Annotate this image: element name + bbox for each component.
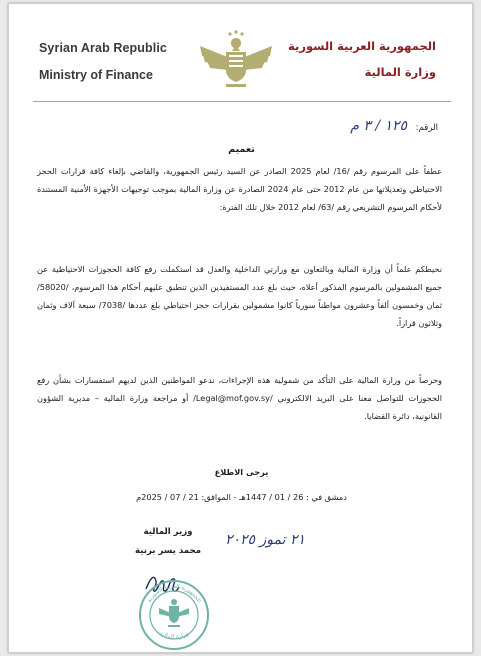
date-line: دمشق في : 26 / 01 / 1447هـ - الموافق: 21 / 07 / 2025م: [136, 492, 347, 502]
paragraph-main: نحيطكم علماً أن وزارة المالية وبالتعاون مع وزارتي الداخلية والعدل قد استكملت رفع كافة الحجوزات الاحتياطية عن جميع المشمولين بالمرسوم المذكور أعلاه، حيث بلغ عدد المستفيدين الذين تنطبق عليهم أحكام هذا المرسوم، /58020/ ثمان وخمسون ألفاً وعشرون مواطناً سورياً كانوا مشمولين بقرارات حجز احتياطي بلغ عددها /7038/ سبعة آلاف وثمان وثلاثون قراراً.: [37, 264, 442, 328]
header-arabic: [288, 38, 436, 80]
header-ar-country: الجمهورية العربية السورية: [288, 39, 436, 53]
signatory-title: وزير المالية: [143, 527, 193, 537]
paragraph-contact: وحرصاً من وزارة المالية على التأكد من شمولية هذه الإجراءات، ندعو المواطنين الذين لديهم استفسارات بشأن رفع الحجوزات للتواصل معنا على البريد الالكتروني /Legal@mof.gov.sy/ أو مراجعة وزارة المالية – مديرية الشؤون القانونية، دائرة القضايا.: [37, 375, 442, 421]
paragraph-intro: عطفاً على المرسوم رقم /16/ لعام 2025 الصادر عن السيد رئيس الجمهورية، والقاضي بإلغاء كافة قرارات الحجز الاحتياطي وتعديلاتها من عام 2012 حتى عام 2024 الصادرة عن وزارة المالية بموجب توجيهات الأجهزة الأمنية المستندة لأحكام المرسوم التشريعي رقم /63/ لعام 2012 خلال تلك الفترة:: [37, 166, 442, 212]
svg-text:وزارة المالية: [158, 630, 190, 641]
signatory-block: [135, 523, 201, 561]
reference-number: [350, 118, 438, 134]
header-en-country: Syrian Arab Republic: [39, 41, 167, 55]
header-en-ministry: Ministry of Finance: [39, 68, 153, 82]
eagle-emblem-icon: [198, 30, 274, 92]
stamp-top-text: الجمهورية العربية السورية: [146, 583, 202, 604]
document-page: [8, 3, 473, 653]
handwritten-date: ٢١ تموز ٢٠٢٥: [225, 532, 306, 548]
header-english: [39, 40, 167, 83]
signatory-name: محمد يسر برنية: [135, 546, 202, 556]
ministry-stamp-icon: [137, 578, 211, 652]
document-title: تعميم: [228, 144, 255, 155]
closing-line: يرجى الاطلاع: [214, 467, 269, 477]
stamp-bottom-text: وزارة المالية: [158, 630, 190, 641]
header-divider: [33, 101, 451, 102]
reference-value: ١٢٥ / ٣ م: [350, 118, 408, 134]
reference-label: الرقم:: [415, 123, 438, 133]
header-ar-ministry: وزارة المالية: [364, 65, 436, 79]
